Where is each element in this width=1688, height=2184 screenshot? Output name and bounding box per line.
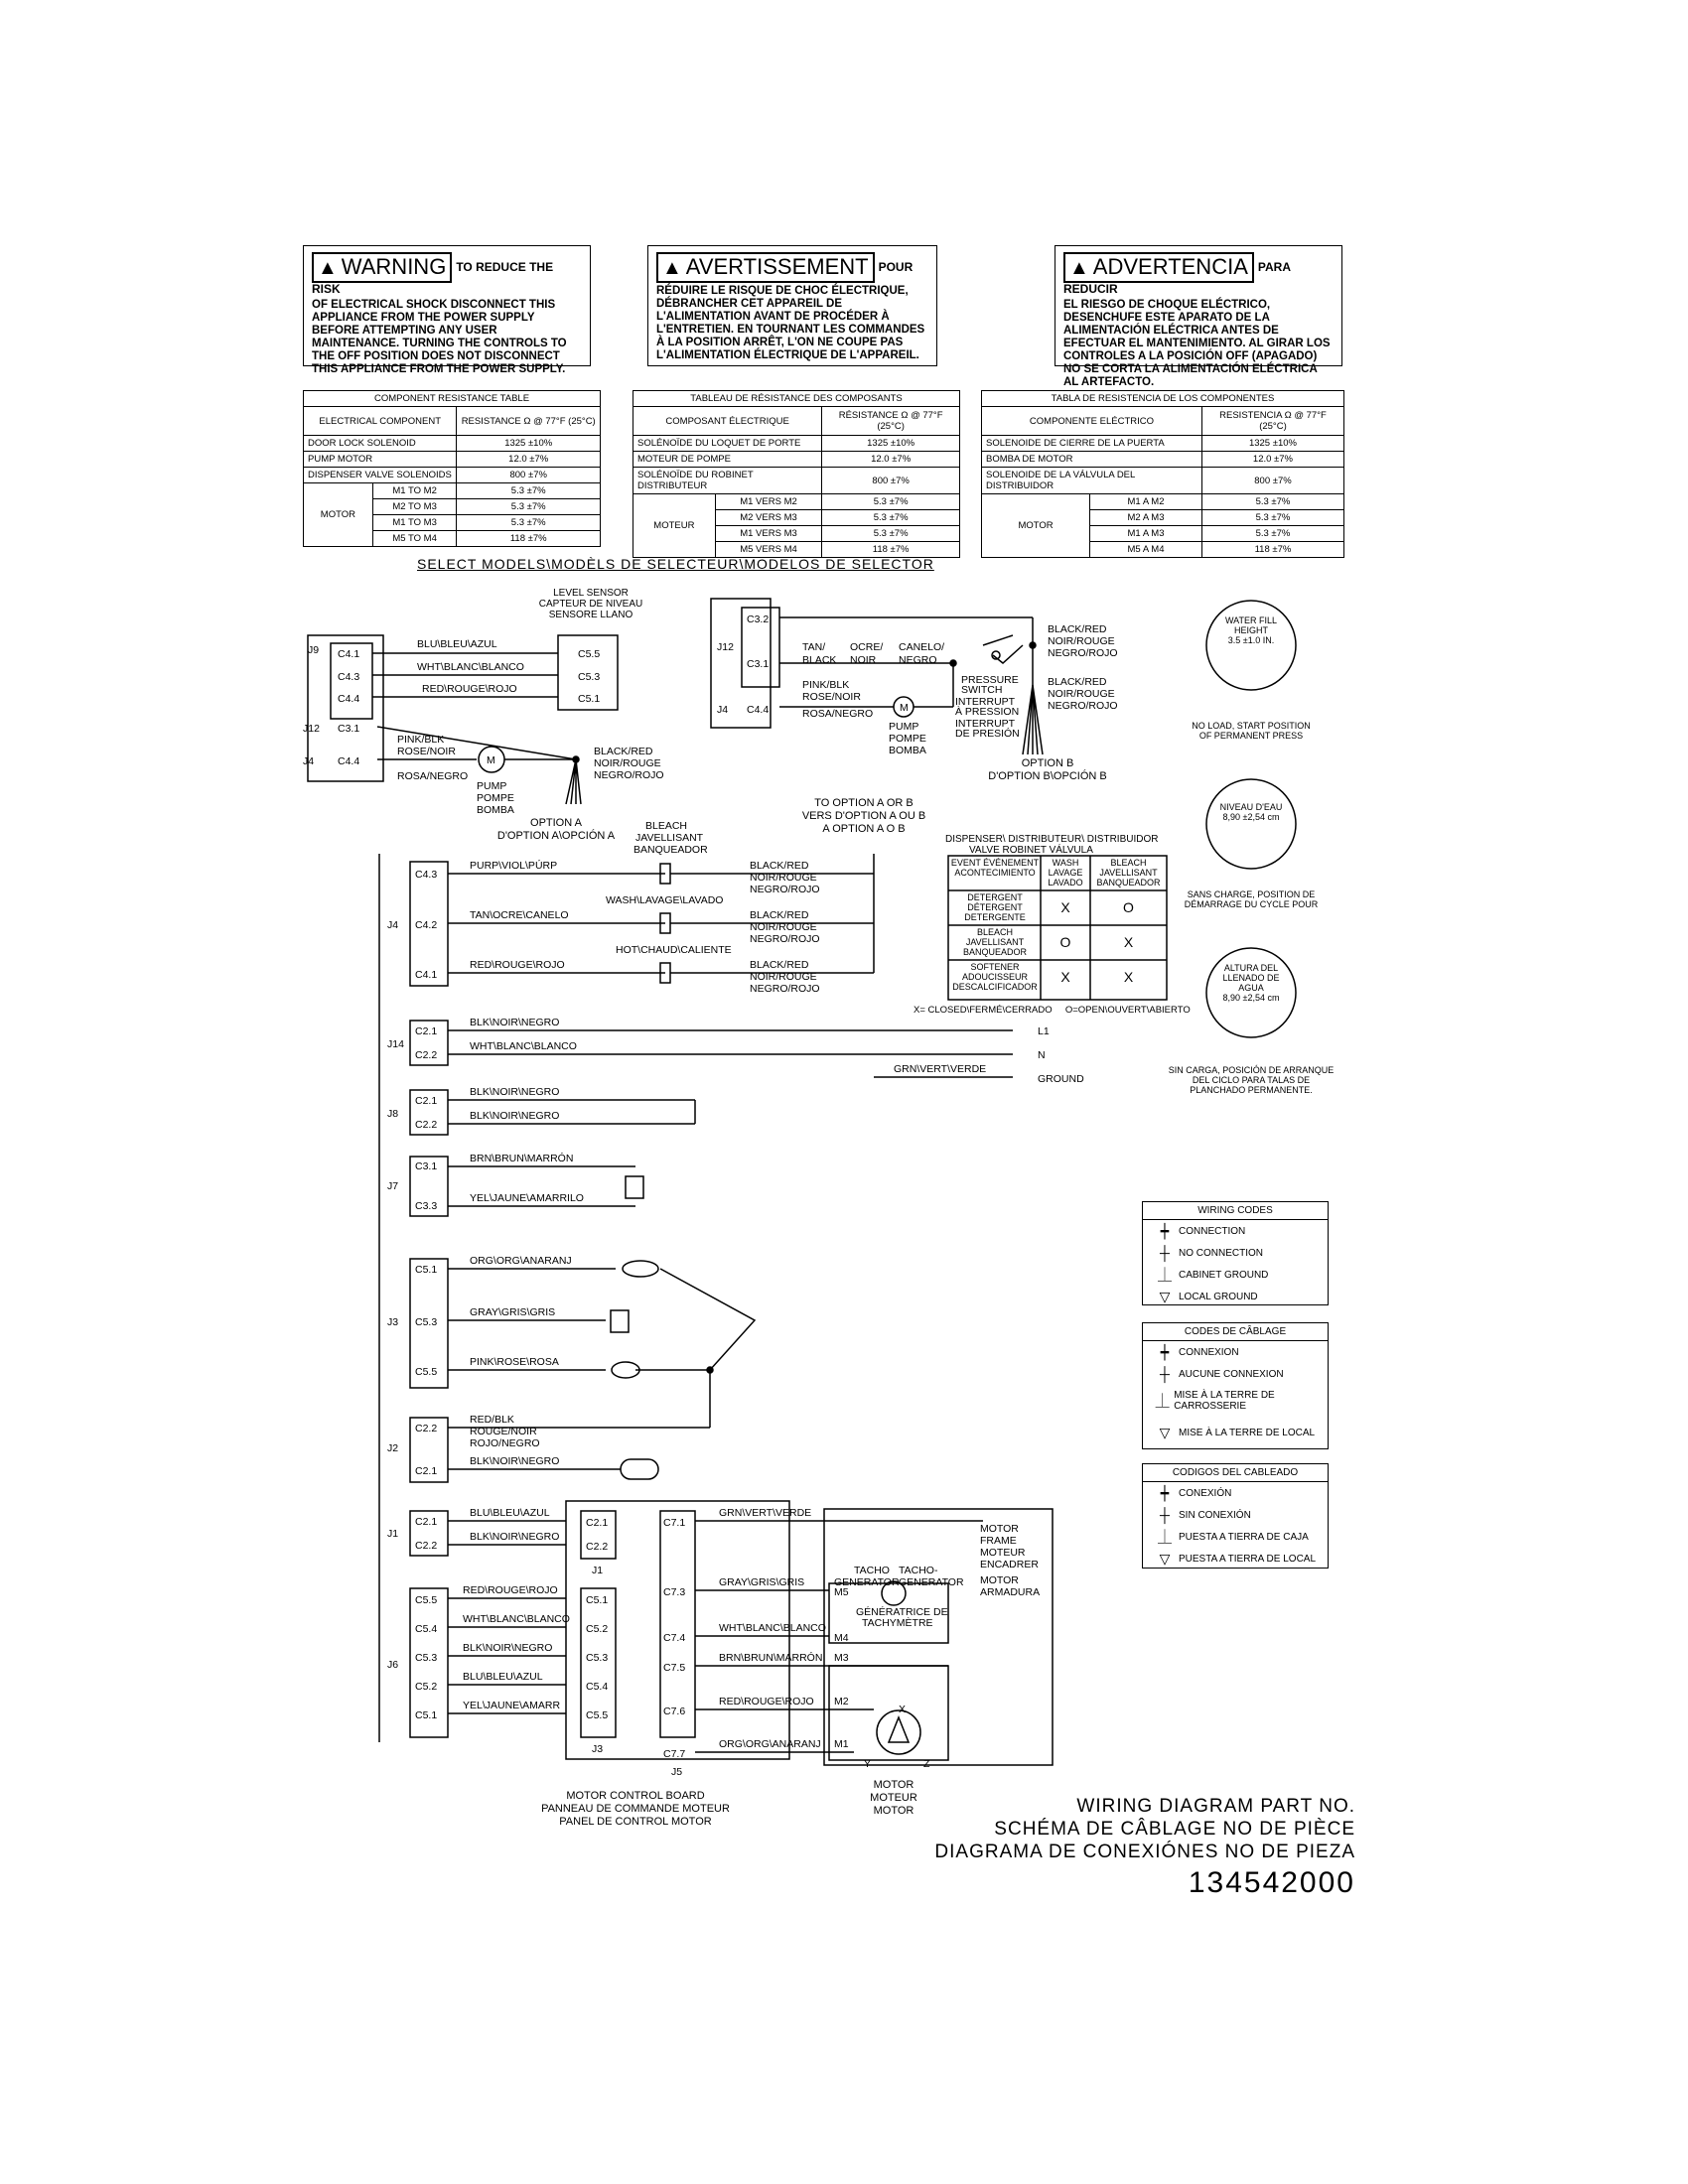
option-b-label: OPTION B D'OPTION B\OPCIÓN B [988, 757, 1107, 782]
connection-icon: ┿ [1160, 1343, 1170, 1360]
svg-text:BLU\BLEU\AZUL: BLU\BLEU\AZUL [417, 638, 497, 650]
svg-text:BLK\NOIR\NEGRO: BLK\NOIR\NEGRO [470, 1017, 560, 1028]
svg-text:J1: J1 [592, 1565, 604, 1576]
svg-text:PRESSURE: PRESSURE [961, 674, 1019, 686]
svg-text:YEL\JAUNE\AMARR: YEL\JAUNE\AMARR [463, 1700, 561, 1711]
svg-text:C2.1: C2.1 [415, 1465, 438, 1477]
svg-text:TAN\OCRE\CANELO: TAN\OCRE\CANELO [470, 909, 569, 921]
svg-text:C5.2: C5.2 [586, 1623, 609, 1635]
resistance-table-es: TABLA DE RESISTENCIA DE LOS COMPONENTES COMPONENTE ELÉCTRICO RESISTENCIA Ω @ 77°F (25°C) SOLENOIDE DE CIERRE DE LA PUERTA 1325 ±10% BOMBA DE MOTOR 12.0 ±7% SOLENOIDE DE LA VÁLVULA DEL DISTRIBUIDOR 800 ±7% MOTOR M1 A M2 5.3 ±7% M2 A M3 5.3 ±7% M1 A M3 5.3 ±7% M5 A M4 118 ±7% [981, 390, 1344, 558]
svg-text:NOIR/ROUGE: NOIR/ROUGE [594, 757, 661, 769]
svg-text:C5.3: C5.3 [415, 1652, 438, 1664]
dispenser-row-label: DETERGENT DÉTERGENT DETERGENTE [964, 892, 1026, 922]
svg-text:PINK\ROSE\ROSA: PINK\ROSE\ROSA [470, 1356, 559, 1368]
dispenser-cell: X [1060, 969, 1070, 985]
svg-text:J3: J3 [387, 1316, 399, 1328]
svg-text:GENERATOR: GENERATOR [834, 1576, 900, 1588]
svg-text:NEGRO/ROJO: NEGRO/ROJO [1048, 700, 1118, 712]
svg-text:CANELO/: CANELO/ [899, 641, 945, 653]
svg-text:À PRESSION: À PRESSION [955, 706, 1020, 718]
svg-text:NOIR/ROUGE: NOIR/ROUGE [1048, 635, 1115, 647]
svg-text:YEL\JAUNE\AMARRILO: YEL\JAUNE\AMARRILO [470, 1192, 584, 1204]
svg-text:ROSA/NEGRO: ROSA/NEGRO [397, 770, 469, 782]
svg-text:C5.3: C5.3 [578, 671, 601, 683]
svg-text:J9: J9 [308, 644, 320, 656]
svg-text:C2.1: C2.1 [586, 1517, 609, 1529]
svg-text:PUMP: PUMP [889, 721, 919, 733]
svg-text:J4: J4 [387, 919, 399, 931]
svg-text:FRAME: FRAME [980, 1535, 1017, 1547]
svg-text:C2.2: C2.2 [415, 1119, 438, 1131]
svg-text:ENCADRER: ENCADRER [980, 1559, 1039, 1570]
svg-text:C5.5: C5.5 [415, 1594, 438, 1606]
svg-text:ORG\ORG\ANARANJ: ORG\ORG\ANARANJ [470, 1255, 572, 1267]
svg-text:J3: J3 [592, 1743, 604, 1755]
svg-text:M: M [487, 754, 495, 766]
svg-text:PURP\VIOL\PÚRP: PURP\VIOL\PÚRP [470, 860, 558, 872]
svg-text:BLACK/RED: BLACK/RED [750, 860, 809, 872]
svg-text:C7.3: C7.3 [663, 1586, 686, 1598]
part-number: 134542000 [1188, 1866, 1355, 1899]
svg-text:BLK\NOIR\NEGRO: BLK\NOIR\NEGRO [470, 1455, 560, 1467]
svg-text:Z: Z [923, 1758, 930, 1770]
svg-text:BRN\BRUN\MARRÓN: BRN\BRUN\MARRÓN [719, 1652, 823, 1664]
svg-text:C4.4: C4.4 [338, 693, 360, 705]
svg-text:NEGRO/ROJO: NEGRO/ROJO [750, 983, 820, 995]
main-harness [379, 820, 1084, 1742]
svg-text:GÉNÉRATRICE DE: GÉNÉRATRICE DE [856, 1606, 948, 1618]
level-sensor-label: LEVEL SENSOR CAPTEUR DE NIVEAU SENSORE LLANO [538, 588, 643, 620]
wiring-codes-fr: CODES DE CÂBLAGE ┿ CONNEXION ┼ AUCUNE CONNEXION ⏊ MISE À LA TERRE DE CARROSSERIE ▽ MISE À LA TERRE DE LOCAL [1142, 1322, 1329, 1449]
svg-text:C3.2: C3.2 [747, 614, 770, 625]
svg-text:C5.3: C5.3 [586, 1652, 609, 1664]
svg-text:C5.4: C5.4 [586, 1681, 609, 1693]
water-fill-label-en: WATER FILL HEIGHT 3.5 ±1.0 IN. [1224, 615, 1277, 645]
svg-text:WHT\BLANC\BLANCO: WHT\BLANC\BLANCO [417, 661, 524, 673]
dispenser-col-bleach: BLEACH JAVELLISANT BANQUEADOR [1096, 858, 1161, 887]
svg-text:C5.1: C5.1 [586, 1594, 609, 1606]
svg-text:GRN\VERT\VERDE: GRN\VERT\VERDE [719, 1507, 812, 1519]
svg-text:NEGRO/ROJO: NEGRO/ROJO [750, 933, 820, 945]
svg-text:C2.1: C2.1 [415, 1025, 438, 1037]
svg-text:C4.3: C4.3 [338, 671, 360, 683]
svg-text:J7: J7 [387, 1180, 399, 1192]
svg-text:WHT\BLANC\BLANCO: WHT\BLANC\BLANCO [470, 1040, 577, 1052]
option-b-block [711, 599, 1118, 756]
svg-text:C4.3: C4.3 [415, 869, 438, 881]
svg-text:WASH\LAVAGE\LAVADO: WASH\LAVAGE\LAVADO [606, 894, 724, 906]
title-line: SCHÉMA DE CÂBLAGE NO DE PIÈCE [994, 1819, 1355, 1840]
connection-icon: ┿ [1160, 1222, 1170, 1239]
dispenser-row-label: SOFTENER ADOUCISSEUR DESCALCIFICADOR [952, 962, 1038, 992]
svg-text:BLACK/RED: BLACK/RED [1048, 676, 1107, 688]
svg-text:MOTEUR: MOTEUR [980, 1547, 1026, 1559]
svg-text:TACHO-: TACHO- [899, 1565, 938, 1576]
svg-text:C2.1: C2.1 [415, 1516, 438, 1528]
svg-text:C5.1: C5.1 [415, 1709, 438, 1721]
svg-text:C5.1: C5.1 [415, 1264, 438, 1276]
warning-triangle-icon: ▲ [318, 257, 338, 279]
svg-text:SWITCH: SWITCH [961, 684, 1003, 696]
svg-text:INTERRUPT: INTERRUPT [955, 696, 1016, 708]
resistance-table-fr: TABLEAU DE RÉSISTANCE DES COMPOSANTS COMPOSANT ÉLECTRIQUE RÉSISTANCE Ω @ 77°F (25°C) SOLÉNOÏDE DU LOQUET DE PORTE 1325 ±10% MOTEUR DE POMPE 12.0 ±7% SOLÉNOÏDE DU ROBINET DISTRIBUTEUR 800 ±7% MOTEUR M1 VERS M2 5.3 ±7% M2 VERS M3 5.3 ±7% M1 VERS M3 5.3 ±7% M5 VERS M4 118 ±7% [633, 390, 960, 558]
dispenser-header2: VALVE ROBINET VÁLVULA [969, 845, 1093, 856]
svg-text:C3.3: C3.3 [415, 1200, 438, 1212]
select-models-heading: SELECT MODELS\MODÈLS DE SELECTEUR\MODELOS DE SELECTOR [417, 556, 934, 572]
svg-text:N: N [1038, 1049, 1046, 1061]
svg-text:C7.4: C7.4 [663, 1632, 686, 1644]
svg-text:C3.1: C3.1 [747, 658, 770, 670]
svg-text:NEGRO/ROJO: NEGRO/ROJO [750, 884, 820, 895]
svg-text:RED\ROUGE\ROJO: RED\ROUGE\ROJO [422, 683, 517, 695]
warning-box-es: ▲ ADVERTENCIA PARA REDUCIR EL RIESGO DE CHOQUE ELÉCTRICO, DESENCHUFE ESTE APARATO DE LA ALIMENTACIÓN ELÉCTRICA ANTES DE EFECTUAR EL MANTENIMIENTO. AL GIRAR LOS CONTROLES A LA POSICIÓN OFF (APAGADO) NO SE CORTA LA ALIMENTACIÓN ELÉCTRICA AL ARTEFACTO. [1055, 245, 1342, 366]
svg-text:L1: L1 [1038, 1025, 1050, 1037]
svg-text:BLK\NOIR\NEGRO: BLK\NOIR\NEGRO [470, 1531, 560, 1543]
motor-label: MOTOR MOTEUR MOTOR [870, 1779, 917, 1817]
svg-text:NOIR/ROUGE: NOIR/ROUGE [750, 971, 817, 983]
dispenser-header: DISPENSER\ DISTRIBUTEUR\ DISTRIBUIDOR [945, 834, 1159, 845]
svg-text:C3.1: C3.1 [415, 1160, 438, 1172]
title-line: WIRING DIAGRAM PART NO. [1076, 1796, 1355, 1817]
warning-triangle-icon: ▲ [1069, 257, 1089, 279]
svg-text:GENERATOR: GENERATOR [899, 1576, 964, 1588]
svg-text:TACHYMÈTRE: TACHYMÈTRE [862, 1617, 933, 1629]
warning-triangle-icon: ▲ [662, 257, 682, 279]
svg-text:ROUGE/NOIR: ROUGE/NOIR [470, 1426, 537, 1437]
to-option-label: TO OPTION A OR B VERS D'OPTION A OU B A OPTION A O B [801, 797, 926, 835]
svg-text:POMPE: POMPE [889, 733, 926, 745]
svg-text:BLACK/RED: BLACK/RED [1048, 623, 1107, 635]
title-block [934, 1795, 1355, 1903]
svg-text:C2.1: C2.1 [415, 1095, 438, 1107]
svg-text:ROSE/NOIR: ROSE/NOIR [397, 746, 456, 757]
svg-text:WHT\BLANC\BLANCO: WHT\BLANC\BLANCO [719, 1622, 826, 1634]
svg-text:J6: J6 [387, 1659, 399, 1671]
svg-text:NOIR/ROUGE: NOIR/ROUGE [750, 872, 817, 884]
svg-text:BLU\BLEU\AZUL: BLU\BLEU\AZUL [463, 1671, 543, 1683]
svg-text:C5.1: C5.1 [578, 693, 601, 705]
dispenser-cell: X [1123, 969, 1134, 985]
svg-text:BOMBA: BOMBA [889, 745, 926, 756]
svg-text:Y: Y [864, 1758, 872, 1770]
local-ground-icon: ▽ [1159, 1550, 1171, 1567]
svg-text:GRN\VERT\VERDE: GRN\VERT\VERDE [894, 1063, 987, 1075]
svg-text:C4.2: C4.2 [415, 919, 438, 931]
svg-text:M2: M2 [834, 1696, 849, 1707]
water-fill-label-fr: NIVEAU D'EAU 8,90 ±2,54 cm [1219, 802, 1283, 822]
warning-text: OF ELECTRICAL SHOCK DISCONNECT THIS APPLIANCE FROM THE POWER SUPPLY BEFORE ATTEMPTING ANY USER MAINTENANCE. TURNING THE CONTROLS TO THE OFF POSITION DOES NOT DISCONNECT THIS APPLIANCE FROM THE POWER SUPPLY. [312, 298, 567, 375]
water-fill-caption-en: NO LOAD, START POSITION OF PERMANENT PRESS [1192, 721, 1311, 741]
water-fill-label-es: ALTURA DEL LLENADO DE AGUA 8,90 ±2,54 cm [1222, 963, 1280, 1003]
svg-text:TAN/: TAN/ [802, 641, 826, 653]
dispenser-cell: O [1123, 899, 1134, 915]
local-ground-icon: ▽ [1159, 1424, 1171, 1440]
svg-text:C7.6: C7.6 [663, 1706, 686, 1717]
svg-text:M3: M3 [834, 1652, 849, 1664]
svg-text:PUMP: PUMP [477, 780, 507, 792]
warning-box-fr: ▲ AVERTISSEMENT POUR RÉDUIRE LE RISQUE DE CHOC ÉLECTRIQUE, DÉBRANCHER CET APPAREIL DE L'ALIMENTATION AVANT DE PROCÉDER À L'ENTRETIEN. EN TOURNANT LES COMMANDES À LA POSITION ARRÊT, L'ON NE COUPE PAS L'ALIMENTATION ÉLECTRIQUE DE L'APPAREIL. [647, 245, 937, 366]
motor-frame [824, 1509, 1053, 1770]
svg-text:ARMADURA: ARMADURA [980, 1586, 1041, 1598]
svg-text:J12: J12 [303, 723, 320, 735]
warning-heading: ▲ ADVERTENCIA [1063, 252, 1254, 283]
svg-text:M5: M5 [834, 1586, 849, 1598]
svg-text:J1: J1 [387, 1528, 399, 1540]
svg-text:MOTOR: MOTOR [980, 1523, 1019, 1535]
svg-text:BOMBA: BOMBA [477, 804, 514, 816]
svg-text:JAVELLISANT: JAVELLISANT [635, 832, 704, 844]
svg-text:NEGRO/ROJO: NEGRO/ROJO [1048, 647, 1118, 659]
svg-text:M1: M1 [834, 1738, 849, 1750]
svg-text:C5.5: C5.5 [415, 1366, 438, 1378]
svg-text:RED/BLK: RED/BLK [470, 1414, 514, 1426]
svg-text:BLACK/RED: BLACK/RED [750, 909, 809, 921]
svg-text:RED\ROUGE\ROJO: RED\ROUGE\ROJO [463, 1584, 558, 1596]
cabinet-ground-icon: ⏊ [1158, 1529, 1172, 1545]
dispenser-cell: X [1123, 934, 1134, 950]
svg-text:C2.2: C2.2 [415, 1423, 438, 1434]
svg-text:C7.7: C7.7 [663, 1748, 686, 1760]
svg-text:NEGRO: NEGRO [899, 654, 937, 666]
svg-text:C5.3: C5.3 [415, 1316, 438, 1328]
svg-text:NOIR/ROUGE: NOIR/ROUGE [1048, 688, 1115, 700]
svg-text:POMPE: POMPE [477, 792, 514, 804]
dispenser-col-wash: WASH LAVAGE LAVADO [1048, 858, 1083, 887]
svg-text:OCRE/: OCRE/ [850, 641, 884, 653]
svg-text:GRAY\GRIS\GRIS: GRAY\GRIS\GRIS [719, 1576, 805, 1588]
svg-text:C5.5: C5.5 [578, 648, 601, 660]
svg-text:C3.1: C3.1 [338, 723, 360, 735]
svg-text:C2.2: C2.2 [415, 1540, 438, 1552]
wiring-codes-en: WIRING CODES ┿ CONNECTION ┼ NO CONNECTION ⏊ CABINET GROUND ▽ LOCAL GROUND [1142, 1201, 1329, 1305]
svg-text:HOT\CHAUD\CALIENTE: HOT\CHAUD\CALIENTE [616, 944, 732, 956]
svg-text:C7.1: C7.1 [663, 1517, 686, 1529]
dispenser-row-label: BLEACH JAVELLISANT BANQUEADOR [962, 927, 1027, 957]
svg-text:BRN\BRUN\MARRÓN: BRN\BRUN\MARRÓN [470, 1153, 574, 1164]
svg-text:BLK\NOIR\NEGRO: BLK\NOIR\NEGRO [463, 1642, 553, 1654]
wiring-codes-es: CODIGOS DEL CABLEADO ┿ CONEXIÓN ┼ SIN CONEXIÓN ⏊ PUESTA A TIERRA DE CAJA ▽ PUESTA A TIERRA DE LOCAL [1142, 1463, 1329, 1569]
warning-heading: ▲ WARNING [312, 252, 452, 283]
svg-text:BLACK: BLACK [802, 654, 837, 666]
svg-text:GRAY\GRIS\GRIS: GRAY\GRIS\GRIS [470, 1306, 556, 1318]
connection-icon: ┿ [1160, 1484, 1170, 1501]
svg-text:C4.1: C4.1 [415, 969, 438, 981]
svg-text:J12: J12 [717, 641, 734, 653]
svg-text:C5.2: C5.2 [415, 1681, 438, 1693]
svg-text:C4.4: C4.4 [338, 755, 360, 767]
svg-text:ROSE/NOIR: ROSE/NOIR [802, 691, 861, 703]
dispenser-cell: O [1059, 934, 1071, 950]
svg-text:BLU\BLEU\AZUL: BLU\BLEU\AZUL [470, 1507, 550, 1519]
cabinet-ground-icon: ⏊ [1158, 1267, 1172, 1283]
svg-text:WHT\BLANC\BLANCO: WHT\BLANC\BLANCO [463, 1613, 570, 1625]
svg-text:BLACK/RED: BLACK/RED [594, 746, 653, 757]
svg-text:C7.5: C7.5 [663, 1662, 686, 1674]
dispenser-legend: X= CLOSED\FERMÉ\CERRADO O=OPEN\OUVERT\ABIERTO [914, 1005, 1191, 1016]
local-ground-icon: ▽ [1159, 1288, 1171, 1304]
svg-text:ORG\ORG\ANARANJ: ORG\ORG\ANARANJ [719, 1738, 821, 1750]
svg-text:BLK\NOIR\NEGRO: BLK\NOIR\NEGRO [470, 1110, 560, 1122]
svg-text:BLEACH: BLEACH [645, 820, 688, 832]
svg-text:J5: J5 [671, 1766, 683, 1778]
svg-text:J8: J8 [387, 1108, 399, 1120]
level-sensor-block [303, 635, 664, 816]
svg-text:BLACK/RED: BLACK/RED [750, 959, 809, 971]
water-fill-caption-es: SIN CARGA, POSICIÓN DE ARRANQUE DEL CICLO PARA TALAS DE PLANCHADO PERMANENTE. [1168, 1065, 1335, 1095]
dispenser-cell: X [1060, 899, 1070, 915]
svg-text:J4: J4 [717, 704, 729, 716]
svg-text:DE PRESIÓN: DE PRESIÓN [955, 728, 1020, 740]
svg-text:NOIR/ROUGE: NOIR/ROUGE [750, 921, 817, 933]
option-a-label: OPTION A D'OPTION A\OPCIÓN A [496, 817, 616, 842]
svg-text:PINK/BLK: PINK/BLK [397, 734, 445, 746]
svg-text:C5.4: C5.4 [415, 1623, 438, 1635]
svg-text:RED\ROUGE\ROJO: RED\ROUGE\ROJO [470, 959, 565, 971]
warning-text: RÉDUIRE LE RISQUE DE CHOC ÉLECTRIQUE, DÉBRANCHER CET APPAREIL DE L'ALIMENTATION AVANT DE PROCÉDER À L'ENTRETIEN. EN TOURNANT LES COMMANDES À LA POSITION ARRÊT, L'ON NE COUPE PAS L'ALIMENTATION ÉLECTRIQUE DE L'APPAREIL. [656, 285, 925, 361]
svg-text:C5.5: C5.5 [586, 1709, 609, 1721]
no-connection-icon: ┼ [1160, 1366, 1170, 1382]
svg-text:J14: J14 [387, 1038, 404, 1050]
resistance-table-en: COMPONENT RESISTANCE TABLE ELECTRICAL COMPONENT RESISTANCE Ω @ 77°F (25°C) DOOR LOCK SOLENOID 1325 ±10% PUMP MOTOR 12.0 ±7% DISPENSER VALVE SOLENOIDS 800 ±7% MOTOR M1 TO M2 5.3 ±7% M2 TO M3 5.3 ±7% M1 TO M3 5.3 ±7% M5 TO M4 118 ±7% [303, 390, 601, 547]
svg-text:RED\ROUGE\ROJO: RED\ROUGE\ROJO [719, 1696, 814, 1707]
title-line: DIAGRAMA DE CONEXIÓNES NO DE PIEZA [934, 1842, 1355, 1862]
svg-text:C2.2: C2.2 [415, 1049, 438, 1061]
svg-text:NOIR: NOIR [850, 654, 877, 666]
svg-text:GROUND: GROUND [1038, 1073, 1084, 1085]
warning-heading: ▲ AVERTISSEMENT [656, 252, 875, 283]
no-connection-icon: ┼ [1160, 1507, 1170, 1523]
svg-text:C4.1: C4.1 [338, 648, 360, 660]
warning-box-en: ▲ WARNING TO REDUCE THE RISK OF ELECTRICAL SHOCK DISCONNECT THIS APPLIANCE FROM THE POWER SUPPLY BEFORE ATTEMPTING ANY USER MAINTENANCE. TURNING THE CONTROLS TO THE OFF POSITION DOES NOT DISCONNECT THIS APPLIANCE FROM THE POWER SUPPLY. [303, 245, 591, 366]
cabinet-ground-icon: ⏊ [1155, 1393, 1170, 1409]
svg-text:M4: M4 [834, 1632, 849, 1644]
svg-text:PINK/BLK: PINK/BLK [802, 679, 850, 691]
motor-control-board-label: MOTOR CONTROL BOARD PANNEAU DE COMMANDE MOTEUR PANEL DE CONTROL MOTOR [541, 1790, 730, 1828]
no-connection-icon: ┼ [1160, 1245, 1170, 1261]
warning-text: EL RIESGO DE CHOQUE ELÉCTRICO, DESENCHUFE ESTE APARATO DE LA ALIMENTACIÓN ELÉCTRICA ANTES DE EFECTUAR EL MANTENIMIENTO. AL GIRAR LOS CONTROLES A LA POSICIÓN OFF (APAGADO) NO SE CORTA LA ALIMENTACIÓN ELÉCTRICA AL ARTEFACTO. [1063, 298, 1331, 388]
svg-text:C2.2: C2.2 [586, 1541, 609, 1553]
svg-text:C4.4: C4.4 [747, 704, 770, 716]
svg-text:X: X [899, 1704, 907, 1715]
svg-text:NEGRO/ROJO: NEGRO/ROJO [594, 769, 664, 781]
svg-text:BLK\NOIR\NEGRO: BLK\NOIR\NEGRO [470, 1086, 560, 1098]
dispenser-col-event: EVENT ÉVÉNEMENT ACONTECIMIENTO [950, 858, 1040, 878]
svg-text:J2: J2 [387, 1442, 399, 1454]
svg-text:ROSA/NEGRO: ROSA/NEGRO [802, 708, 874, 720]
svg-text:ROJO/NEGRO: ROJO/NEGRO [470, 1437, 540, 1449]
svg-text:M: M [900, 702, 909, 714]
svg-text:BANQUEADOR: BANQUEADOR [633, 844, 708, 856]
water-fill-caption-fr: SANS CHARGE, POSITION DE DÉMARRAGE DU CYCLE POUR [1184, 889, 1319, 909]
svg-text:TACHO: TACHO [854, 1565, 890, 1576]
svg-text:MOTOR: MOTOR [980, 1574, 1019, 1586]
svg-text:INTERRUPT: INTERRUPT [955, 718, 1016, 730]
svg-text:J4: J4 [303, 755, 315, 767]
